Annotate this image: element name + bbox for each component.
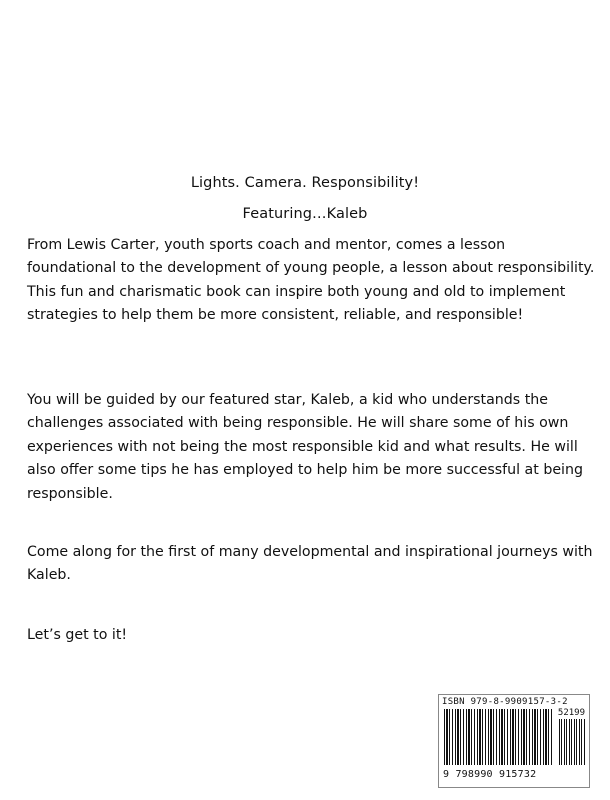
book-title: Lights. Camera. Responsibility! [190,175,420,191]
isbn-number: ISBN 979-8-9909157-3-2 [442,697,568,707]
barcode-digits: 9 798990 915732 [443,769,537,780]
description-paragraph-4: Let’s get to it! [27,627,128,643]
description-paragraph-1: From Lewis Carter, youth sports coach and mentor, comes a lesson foundational to the development of young people, a lesson about responsibility. This fun and charismatic book can inspire both young and old to implement strategies to help them be more consistent, reliable, and responsible! [27,237,595,324]
barcode-bars [444,709,554,765]
book-subtitle: Featuring…Kaleb [242,206,368,222]
isbn-barcode [438,694,590,788]
price-code: 52199 [557,708,585,718]
barcode-addon-bars [559,719,585,765]
description-paragraph-2: You will be guided by our featured star, Kaleb, a kid who understands the challenges associated with being responsible. He will share some of his own experiences with not being the most responsible kid and what results. He will also offer some tips he has employed to help him be more successful at being responsible. [27,392,583,502]
description-paragraph-3: Come along for the first of many developmental and inspirational journeys with Kaleb. [27,544,593,584]
